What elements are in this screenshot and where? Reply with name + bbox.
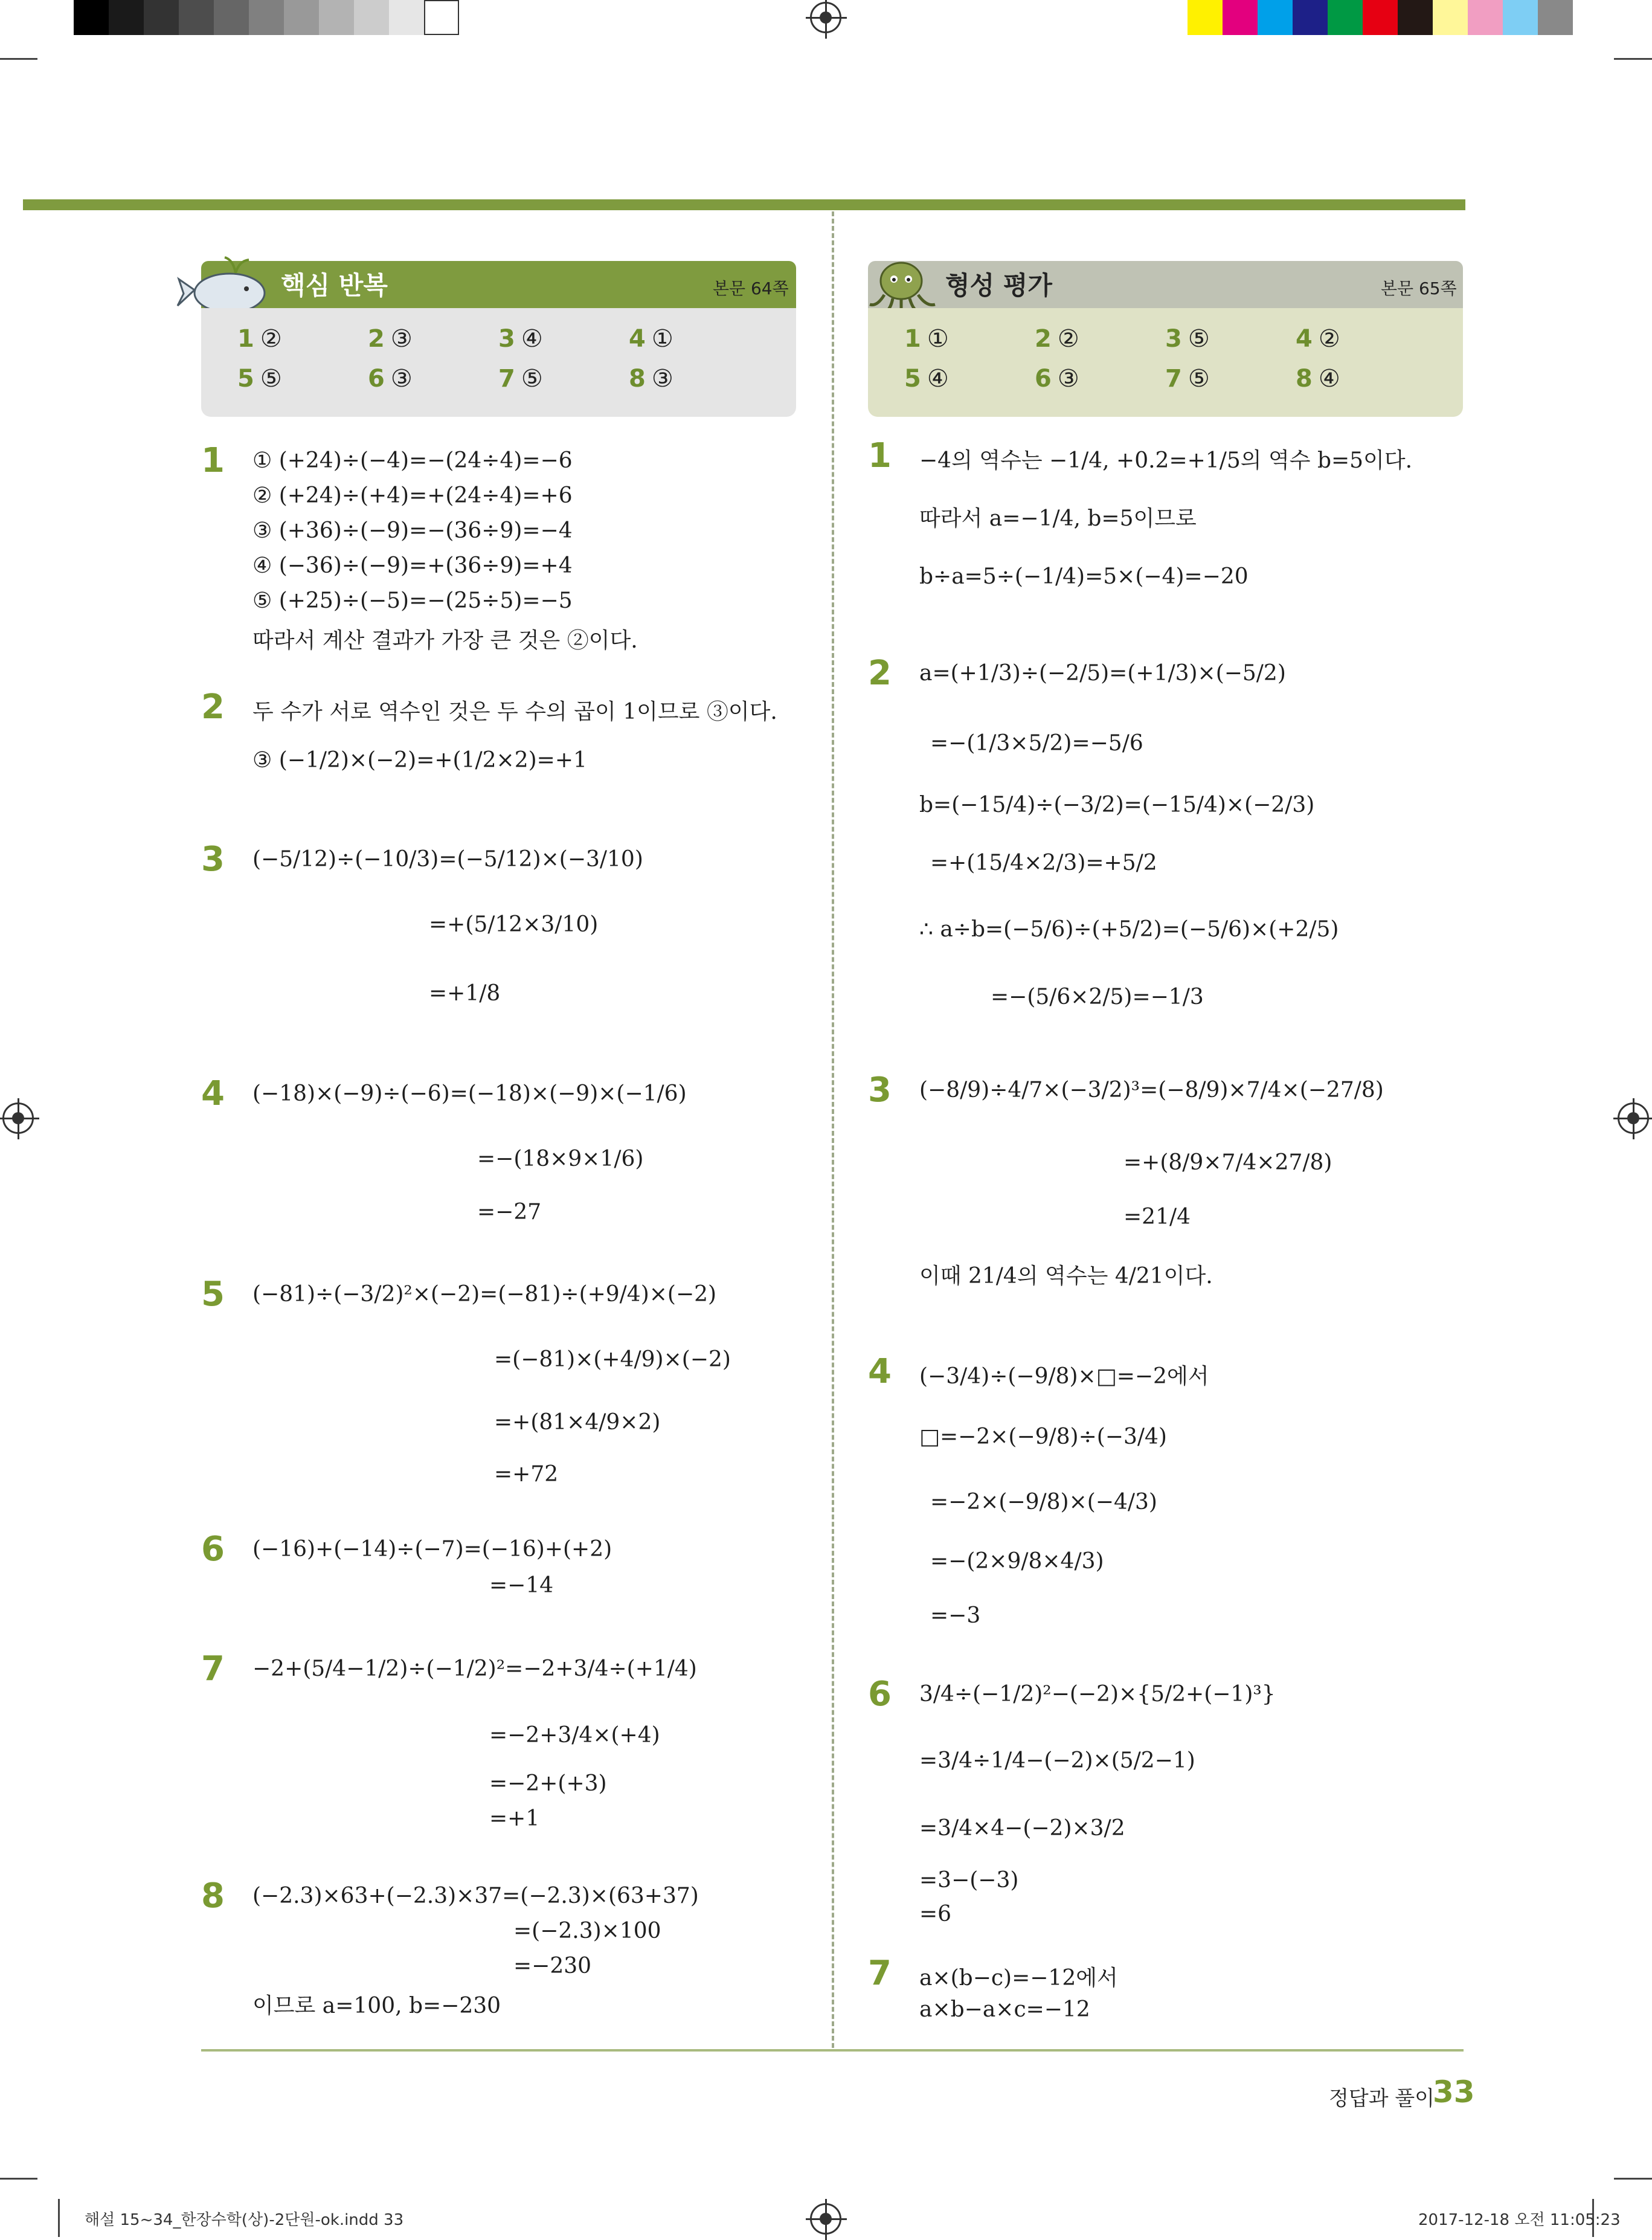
color-swatch bbox=[1293, 0, 1328, 35]
solution-line: ① (+24)÷(−4)=−(24÷4)=−6 bbox=[252, 448, 573, 473]
problem-number: 3 bbox=[868, 1070, 892, 1110]
solution-line: =−2×(−9/8)×(−4/3) bbox=[930, 1490, 1157, 1514]
answer-choice: ③ bbox=[390, 325, 413, 353]
answer-item bbox=[368, 365, 413, 393]
problem-number: 1 bbox=[868, 436, 892, 475]
solution-line: =+(8/9×7/4×27/8) bbox=[1123, 1150, 1332, 1175]
answer-choice: ① bbox=[927, 325, 949, 353]
problem-number: 4 bbox=[868, 1352, 892, 1391]
solution-line: =3−(−3) bbox=[919, 1868, 1019, 1893]
answer-choice: ④ bbox=[521, 325, 543, 353]
answer-number: 6 bbox=[1035, 365, 1052, 393]
color-swatch bbox=[1398, 0, 1433, 35]
solution-line: a=(+1/3)÷(−2/5)=(+1/3)×(−5/2) bbox=[919, 661, 1286, 686]
color-swatch bbox=[214, 0, 249, 35]
solution-line: (−18)×(−9)÷(−6)=(−18)×(−9)×(−1/6) bbox=[252, 1081, 687, 1106]
problem-number: 8 bbox=[201, 1876, 225, 1916]
solution-line: ③ (−1/2)×(−2)=+(1/2×2)=+1 bbox=[252, 748, 587, 773]
color-swatch bbox=[249, 0, 284, 35]
solution-line: =3/4×4−(−2)×3/2 bbox=[919, 1816, 1125, 1841]
footer-label: 정답과 풀이 bbox=[1329, 2087, 1435, 2111]
answer-item bbox=[498, 325, 543, 353]
answer-item bbox=[1035, 325, 1079, 353]
solution-line: =+(15/4×2/3)=+5/2 bbox=[930, 851, 1157, 875]
color-swatch bbox=[1433, 0, 1468, 35]
answer-choice: ⑤ bbox=[1188, 325, 1210, 353]
solution-line: =−2+(+3) bbox=[489, 1771, 607, 1796]
color-swatch bbox=[319, 0, 354, 35]
answer-choice: ② bbox=[1318, 325, 1340, 353]
answer-choice: ① bbox=[651, 325, 673, 353]
color-swatch bbox=[1363, 0, 1398, 35]
answer-item bbox=[368, 325, 413, 353]
crop-mark bbox=[1614, 58, 1652, 60]
problem-number: 3 bbox=[201, 840, 225, 879]
registration-mark-right bbox=[1618, 1102, 1649, 1134]
solution-line: =−(1/3×5/2)=−5/6 bbox=[930, 731, 1143, 756]
crop-mark bbox=[0, 58, 37, 60]
answer-number: 5 bbox=[904, 365, 921, 393]
solution-line: b=(−15/4)÷(−3/2)=(−15/4)×(−2/3) bbox=[919, 793, 1315, 817]
right-answer-box bbox=[868, 308, 1463, 417]
color-swatch bbox=[284, 0, 319, 35]
answer-item bbox=[1035, 365, 1079, 393]
answer-item bbox=[1296, 365, 1340, 393]
color-swatch bbox=[144, 0, 179, 35]
crop-mark bbox=[0, 2178, 37, 2180]
color-swatch bbox=[1468, 0, 1503, 35]
answer-choice: ③ bbox=[390, 365, 413, 393]
solution-line: 따라서 계산 결과가 가장 큰 것은 ②이다. bbox=[252, 628, 638, 653]
answer-number: 1 bbox=[237, 325, 254, 353]
answer-number: 2 bbox=[1035, 325, 1052, 353]
solution-line: b÷a=5÷(−1/4)=5×(−4)=−20 bbox=[919, 564, 1249, 589]
solution-line: (−3/4)÷(−9/8)×□=−2에서 bbox=[919, 1364, 1209, 1389]
solution-line: a×b−a×c=−12 bbox=[919, 1997, 1090, 2022]
problem-number: 7 bbox=[201, 1649, 225, 1688]
solution-line: 이므로 a=100, b=−230 bbox=[252, 1994, 501, 2018]
column-divider bbox=[832, 211, 834, 2048]
answer-number: 8 bbox=[1296, 365, 1313, 393]
left-section-title: 핵심 반복 bbox=[281, 271, 388, 300]
answer-choice: ⑤ bbox=[260, 365, 282, 393]
answer-choice: ④ bbox=[1318, 365, 1340, 393]
solution-line: =−(18×9×1/6) bbox=[477, 1147, 644, 1171]
solution-line: (−2.3)×63+(−2.3)×37=(−2.3)×(63+37) bbox=[252, 1884, 699, 1908]
right-section-page-ref: 본문 65쪽 bbox=[1381, 278, 1457, 298]
top-rule bbox=[23, 199, 1465, 210]
problem-number: 7 bbox=[868, 1954, 892, 1993]
answer-item bbox=[1165, 325, 1210, 353]
solution-line: =−230 bbox=[513, 1954, 592, 1978]
answer-number: 1 bbox=[904, 325, 921, 353]
solution-line: 3/4÷(−1/2)²−(−2)×{5/2+(−1)³} bbox=[919, 1682, 1276, 1707]
answer-item bbox=[629, 325, 673, 353]
solution-line: =+1/8 bbox=[429, 981, 501, 1006]
solution-line: 이때 21/4의 역수는 4/21이다. bbox=[919, 1264, 1213, 1289]
answer-number: 3 bbox=[498, 325, 515, 353]
solution-line: =−3 bbox=[930, 1603, 981, 1628]
problem-number: 5 bbox=[201, 1275, 225, 1314]
color-swatch bbox=[1538, 0, 1573, 35]
problem-number: 1 bbox=[201, 441, 225, 480]
answer-number: 5 bbox=[237, 365, 254, 393]
answer-number: 7 bbox=[1165, 365, 1182, 393]
answer-item bbox=[904, 325, 949, 353]
solution-line: −4의 역수는 −1/4, +0.2=+1/5의 역수 b=5이다. bbox=[919, 448, 1413, 473]
color-swatch bbox=[74, 0, 109, 35]
color-swatch bbox=[1188, 0, 1223, 35]
color-swatch bbox=[109, 0, 144, 35]
answer-choice: ⑤ bbox=[521, 365, 543, 393]
solution-line: (−16)+(−14)÷(−7)=(−16)+(+2) bbox=[252, 1537, 612, 1562]
color-swatch bbox=[354, 0, 389, 35]
solution-line: ③ (+36)÷(−9)=−(36÷9)=−4 bbox=[252, 518, 573, 543]
solution-line: □=−2×(−9/8)÷(−3/4) bbox=[919, 1424, 1167, 1449]
solution-line: =(−2.3)×100 bbox=[513, 1919, 661, 1943]
answer-choice: ④ bbox=[927, 365, 949, 393]
answer-number: 3 bbox=[1165, 325, 1182, 353]
slug-date: 2017-12-18 오전 11:05:23 bbox=[1418, 2211, 1621, 2229]
answer-number: 8 bbox=[629, 365, 646, 393]
crop-mark bbox=[1614, 2178, 1652, 2180]
solution-line: =6 bbox=[919, 1902, 952, 1926]
solution-line: −2+(5/4−1/2)÷(−1/2)²=−2+3/4÷(+1/4) bbox=[252, 1656, 697, 1681]
color-swatch bbox=[424, 0, 459, 35]
answer-number: 4 bbox=[629, 325, 646, 353]
answer-choice: ② bbox=[260, 325, 282, 353]
answer-choice: ② bbox=[1057, 325, 1079, 353]
slug-file-info: 해설 15~34_한장수학(상)-2단원-ok.indd 33 bbox=[85, 2211, 404, 2229]
problem-number: 6 bbox=[201, 1530, 225, 1569]
solution-line: =+1 bbox=[489, 1806, 540, 1831]
solution-line: =+(81×4/9×2) bbox=[494, 1410, 661, 1435]
color-swatch bbox=[1328, 0, 1363, 35]
registration-mark-bottom bbox=[810, 2203, 841, 2235]
answer-item bbox=[237, 325, 282, 353]
registration-mark-left bbox=[2, 1102, 34, 1134]
solution-line: a×(b−c)=−12에서 bbox=[919, 1966, 1118, 1991]
registration-mark-top bbox=[810, 2, 841, 33]
solution-line: ∴ a÷b=(−5/6)÷(+5/2)=(−5/6)×(+2/5) bbox=[919, 917, 1339, 942]
color-swatch bbox=[1258, 0, 1293, 35]
answer-item bbox=[498, 365, 543, 393]
solution-line: (−5/12)÷(−10/3)=(−5/12)×(−3/10) bbox=[252, 847, 643, 872]
left-answer-box bbox=[201, 308, 796, 417]
solution-line: =+72 bbox=[494, 1462, 559, 1487]
answer-number: 6 bbox=[368, 365, 385, 393]
solution-line: 두 수가 서로 역수인 것은 두 수의 곱이 1이므로 ③이다. bbox=[252, 700, 777, 724]
solution-line: =−14 bbox=[489, 1573, 554, 1598]
solution-line: =−27 bbox=[477, 1200, 542, 1225]
answer-choice: ⑤ bbox=[1188, 365, 1210, 393]
answer-item bbox=[904, 365, 949, 393]
color-swatch bbox=[179, 0, 214, 35]
solution-line: =−2+3/4×(+4) bbox=[489, 1723, 660, 1748]
solution-line: 따라서 a=−1/4, b=5이므로 bbox=[919, 506, 1197, 531]
answer-number: 7 bbox=[498, 365, 515, 393]
answer-item bbox=[629, 365, 673, 393]
solution-line: =−(2×9/8×4/3) bbox=[930, 1549, 1104, 1574]
answer-number: 4 bbox=[1296, 325, 1313, 353]
problem-number: 2 bbox=[201, 687, 225, 727]
solution-line: =+(5/12×3/10) bbox=[429, 912, 599, 937]
color-swatch bbox=[1223, 0, 1258, 35]
solution-line: =21/4 bbox=[1123, 1205, 1191, 1229]
answer-number: 2 bbox=[368, 325, 385, 353]
solution-line: (−8/9)÷4/7×(−3/2)³=(−8/9)×7/4×(−27/8) bbox=[919, 1078, 1384, 1102]
page-number: 33 bbox=[1433, 2074, 1475, 2110]
problem-number: 2 bbox=[868, 654, 892, 693]
right-section-title: 형성 평가 bbox=[945, 271, 1052, 300]
problem-number: 4 bbox=[201, 1074, 225, 1113]
color-swatch bbox=[1503, 0, 1538, 35]
solution-line: =3/4÷1/4−(−2)×(5/2−1) bbox=[919, 1748, 1195, 1773]
solution-line: =−(5/6×2/5)=−1/3 bbox=[991, 985, 1204, 1009]
bottom-rule bbox=[201, 2049, 1464, 2052]
answer-choice: ③ bbox=[1057, 365, 1079, 393]
solution-line: (−81)÷(−3/2)²×(−2)=(−81)÷(+9/4)×(−2) bbox=[252, 1282, 717, 1307]
answer-item bbox=[1165, 365, 1210, 393]
solution-line: ⑤ (+25)÷(−5)=−(25÷5)=−5 bbox=[252, 588, 573, 613]
answer-item bbox=[237, 365, 282, 393]
solution-line: =(−81)×(+4/9)×(−2) bbox=[494, 1347, 731, 1372]
solution-line: ④ (−36)÷(−9)=+(36÷9)=+4 bbox=[252, 553, 573, 578]
left-section-page-ref: 본문 64쪽 bbox=[713, 278, 789, 298]
solution-line: ② (+24)÷(+4)=+(24÷4)=+6 bbox=[252, 483, 573, 508]
answer-choice: ③ bbox=[651, 365, 673, 393]
color-swatch bbox=[389, 0, 424, 35]
problem-number: 6 bbox=[868, 1675, 892, 1714]
crop-mark bbox=[58, 2199, 60, 2237]
answer-item bbox=[1296, 325, 1340, 353]
